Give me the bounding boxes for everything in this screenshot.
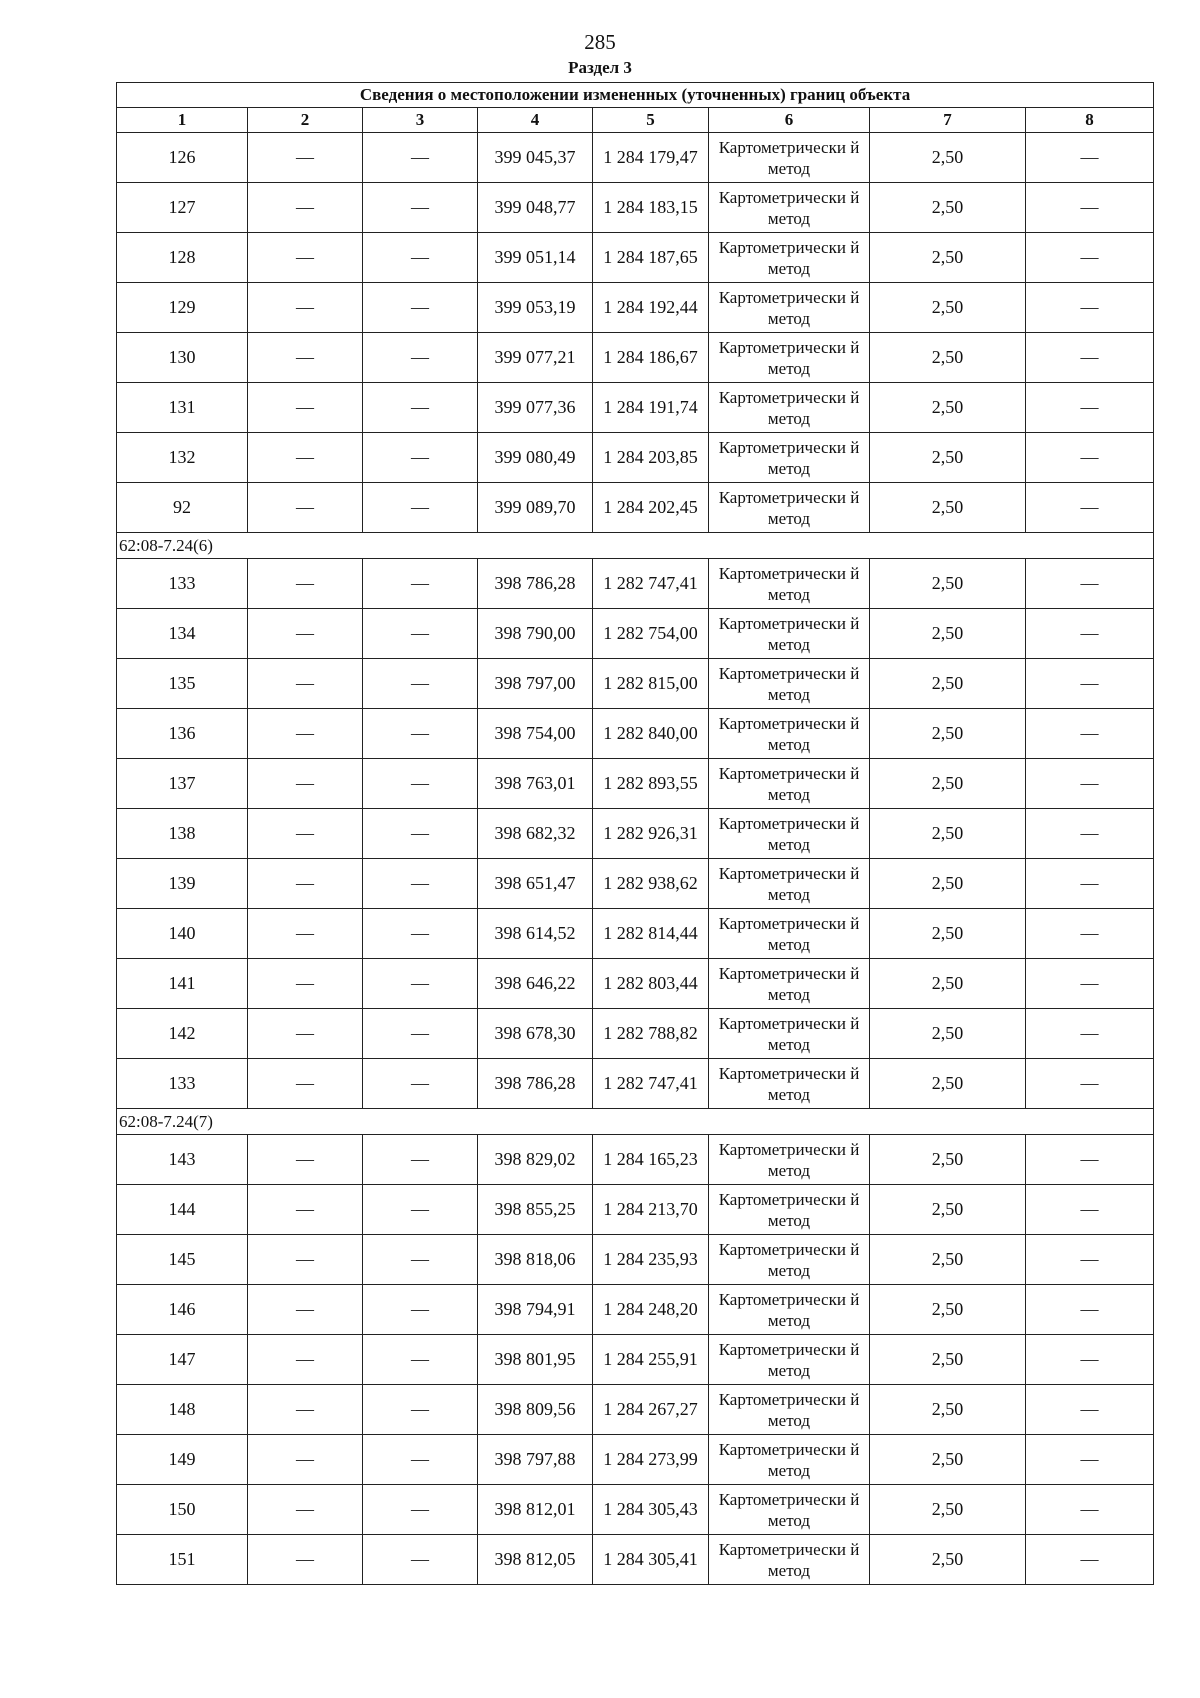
y-coordinate-cell: 1 282 926,31 [593,809,709,859]
accuracy-cell: 2,50 [870,433,1026,483]
column-3-cell: — [363,1435,478,1485]
column-header: 6 [709,108,870,133]
column-2-cell: — [248,433,363,483]
column-3-cell: — [363,1235,478,1285]
table-row [117,483,1154,533]
group-label: 62:08-7.24(6) [117,533,1154,559]
table-row [117,1235,1154,1285]
accuracy-cell: 2,50 [870,1059,1026,1109]
accuracy-cell: 2,50 [870,909,1026,959]
method-cell: Картометрически й метод [709,283,870,333]
method-cell: Картометрически й метод [709,759,870,809]
accuracy-cell: 2,50 [870,1435,1026,1485]
point-number-cell: 137 [117,759,248,809]
column-header: 5 [593,108,709,133]
column-3-cell: — [363,1485,478,1535]
column-header: 2 [248,108,363,133]
x-coordinate-cell: 398 678,30 [478,1009,593,1059]
column-8-cell: — [1026,1235,1154,1285]
column-2-cell: — [248,1435,363,1485]
column-2-cell: — [248,909,363,959]
section-title: Раздел 3 [568,58,632,77]
point-number-cell: 136 [117,709,248,759]
column-8-cell: — [1026,1059,1154,1109]
y-coordinate-cell: 1 282 747,41 [593,559,709,609]
column-2-cell: — [248,809,363,859]
x-coordinate-cell: 398 786,28 [478,1059,593,1109]
column-3-cell: — [363,709,478,759]
x-coordinate-cell: 398 682,32 [478,809,593,859]
table-row [117,559,1154,609]
y-coordinate-cell: 1 282 815,00 [593,659,709,709]
point-number-cell: 130 [117,333,248,383]
table-row [117,809,1154,859]
method-cell: Картометрически й метод [709,1335,870,1385]
x-coordinate-cell: 398 786,28 [478,559,593,609]
accuracy-cell: 2,50 [870,859,1026,909]
x-coordinate-cell: 398 855,25 [478,1185,593,1235]
column-3-cell: — [363,859,478,909]
column-2-cell: — [248,333,363,383]
accuracy-cell: 2,50 [870,959,1026,1009]
column-8-cell: — [1026,1135,1154,1185]
column-2-cell: — [248,1009,363,1059]
accuracy-cell: 2,50 [870,709,1026,759]
method-cell: Картометрически й метод [709,1435,870,1485]
column-8-cell: — [1026,1285,1154,1335]
column-3-cell: — [363,1385,478,1435]
x-coordinate-cell: 398 812,05 [478,1535,593,1585]
x-coordinate-cell: 398 651,47 [478,859,593,909]
accuracy-cell: 2,50 [870,133,1026,183]
method-cell: Картометрически й метод [709,559,870,609]
y-coordinate-cell: 1 284 165,23 [593,1135,709,1185]
accuracy-cell: 2,50 [870,1385,1026,1435]
point-number-cell: 141 [117,959,248,1009]
accuracy-cell: 2,50 [870,1535,1026,1585]
accuracy-cell: 2,50 [870,283,1026,333]
column-3-cell: — [363,1185,478,1235]
table-row [117,759,1154,809]
column-2-cell: — [248,959,363,1009]
column-3-cell: — [363,1009,478,1059]
column-3-cell: — [363,283,478,333]
boundary-coordinates-table [116,82,1154,1585]
method-cell: Картометрически й метод [709,809,870,859]
y-coordinate-cell: 1 284 305,41 [593,1535,709,1585]
table-row [117,709,1154,759]
column-2-cell: — [248,283,363,333]
x-coordinate-cell: 398 809,56 [478,1385,593,1435]
method-cell: Картометрически й метод [709,383,870,433]
y-coordinate-cell: 1 284 213,70 [593,1185,709,1235]
column-8-cell: — [1026,809,1154,859]
column-2-cell: — [248,233,363,283]
column-3-cell: — [363,559,478,609]
method-cell: Картометрически й метод [709,333,870,383]
point-number-cell: 142 [117,1009,248,1059]
x-coordinate-cell: 399 089,70 [478,483,593,533]
method-cell: Картометрически й метод [709,133,870,183]
accuracy-cell: 2,50 [870,809,1026,859]
column-8-cell: — [1026,1009,1154,1059]
column-8-cell: — [1026,1185,1154,1235]
x-coordinate-cell: 398 797,88 [478,1435,593,1485]
y-coordinate-cell: 1 282 814,44 [593,909,709,959]
column-2-cell: — [248,1135,363,1185]
method-cell: Картометрически й метод [709,1235,870,1285]
table-row [117,1535,1154,1585]
y-coordinate-cell: 1 284 203,85 [593,433,709,483]
table-body [117,83,1154,1585]
x-coordinate-cell: 398 801,95 [478,1335,593,1385]
table-row [117,133,1154,183]
y-coordinate-cell: 1 282 747,41 [593,1059,709,1109]
column-2-cell: — [248,1285,363,1335]
y-coordinate-cell: 1 284 255,91 [593,1335,709,1385]
y-coordinate-cell: 1 284 305,43 [593,1485,709,1535]
column-2-cell: — [248,1335,363,1385]
column-header: 7 [870,108,1026,133]
column-3-cell: — [363,333,478,383]
point-number-cell: 92 [117,483,248,533]
column-2-cell: — [248,759,363,809]
table-row [117,233,1154,283]
point-number-cell: 151 [117,1535,248,1585]
column-3-cell: — [363,959,478,1009]
point-number-cell: 126 [117,133,248,183]
table-row [117,183,1154,233]
column-3-cell: — [363,609,478,659]
point-number-cell: 140 [117,909,248,959]
column-3-cell: — [363,759,478,809]
method-cell: Картометрически й метод [709,1535,870,1585]
x-coordinate-cell: 399 051,14 [478,233,593,283]
column-8-cell: — [1026,759,1154,809]
point-number-cell: 135 [117,659,248,709]
x-coordinate-cell: 398 614,52 [478,909,593,959]
point-number-cell: 149 [117,1435,248,1485]
method-cell: Картометрически й метод [709,909,870,959]
column-8-cell: — [1026,233,1154,283]
table-row [117,959,1154,1009]
column-8-cell: — [1026,859,1154,909]
column-2-cell: — [248,1535,363,1585]
column-8-cell: — [1026,709,1154,759]
column-8-cell: — [1026,133,1154,183]
y-coordinate-cell: 1 284 267,27 [593,1385,709,1435]
page-number: 285 [584,30,616,54]
y-coordinate-cell: 1 284 273,99 [593,1435,709,1485]
table-row [117,1435,1154,1485]
point-number-cell: 133 [117,1059,248,1109]
x-coordinate-cell: 398 646,22 [478,959,593,1009]
table-row [117,909,1154,959]
table-row [117,1335,1154,1385]
column-8-cell: — [1026,559,1154,609]
method-cell: Картометрически й метод [709,433,870,483]
column-3-cell: — [363,1535,478,1585]
method-cell: Картометрически й метод [709,709,870,759]
point-number-cell: 127 [117,183,248,233]
table-row [117,609,1154,659]
group-header-row [117,533,1154,559]
method-cell: Картометрически й метод [709,233,870,283]
table-row [117,1185,1154,1235]
point-number-cell: 148 [117,1385,248,1435]
point-number-cell: 145 [117,1235,248,1285]
point-number-cell: 138 [117,809,248,859]
column-3-cell: — [363,183,478,233]
column-3-cell: — [363,809,478,859]
x-coordinate-cell: 399 053,19 [478,283,593,333]
accuracy-cell: 2,50 [870,1235,1026,1285]
table-row [117,283,1154,333]
method-cell: Картометрически й метод [709,659,870,709]
column-8-cell: — [1026,609,1154,659]
column-3-cell: — [363,1335,478,1385]
column-2-cell: — [248,483,363,533]
accuracy-cell: 2,50 [870,333,1026,383]
column-3-cell: — [363,1285,478,1335]
x-coordinate-cell: 399 045,37 [478,133,593,183]
x-coordinate-cell: 398 794,91 [478,1285,593,1335]
point-number-cell: 144 [117,1185,248,1235]
method-cell: Картометрически й метод [709,1285,870,1335]
accuracy-cell: 2,50 [870,183,1026,233]
accuracy-cell: 2,50 [870,483,1026,533]
accuracy-cell: 2,50 [870,1485,1026,1535]
accuracy-cell: 2,50 [870,383,1026,433]
column-8-cell: — [1026,1385,1154,1435]
column-8-cell: — [1026,433,1154,483]
point-number-cell: 150 [117,1485,248,1535]
y-coordinate-cell: 1 284 202,45 [593,483,709,533]
accuracy-cell: 2,50 [870,1285,1026,1335]
x-coordinate-cell: 398 797,00 [478,659,593,709]
column-2-cell: — [248,133,363,183]
accuracy-cell: 2,50 [870,233,1026,283]
column-header: 3 [363,108,478,133]
column-8-cell: — [1026,1335,1154,1385]
column-3-cell: — [363,433,478,483]
column-header: 4 [478,108,593,133]
table-row [117,1385,1154,1435]
y-coordinate-cell: 1 284 191,74 [593,383,709,433]
column-3-cell: — [363,1059,478,1109]
point-number-cell: 146 [117,1285,248,1335]
column-2-cell: — [248,1059,363,1109]
x-coordinate-cell: 399 077,36 [478,383,593,433]
table-row [117,383,1154,433]
column-2-cell: — [248,183,363,233]
column-2-cell: — [248,1235,363,1285]
accuracy-cell: 2,50 [870,1009,1026,1059]
column-3-cell: — [363,383,478,433]
column-2-cell: — [248,1385,363,1435]
y-coordinate-cell: 1 284 248,20 [593,1285,709,1335]
method-cell: Картометрически й метод [709,183,870,233]
column-2-cell: — [248,709,363,759]
column-8-cell: — [1026,659,1154,709]
y-coordinate-cell: 1 282 788,82 [593,1009,709,1059]
column-header-row [117,108,1154,133]
column-8-cell: — [1026,483,1154,533]
table-row [117,659,1154,709]
accuracy-cell: 2,50 [870,759,1026,809]
column-3-cell: — [363,133,478,183]
accuracy-cell: 2,50 [870,1335,1026,1385]
x-coordinate-cell: 398 818,06 [478,1235,593,1285]
column-2-cell: — [248,659,363,709]
table-row [117,1135,1154,1185]
column-2-cell: — [248,383,363,433]
column-8-cell: — [1026,383,1154,433]
y-coordinate-cell: 1 284 183,15 [593,183,709,233]
column-2-cell: — [248,859,363,909]
column-8-cell: — [1026,1435,1154,1485]
y-coordinate-cell: 1 282 893,55 [593,759,709,809]
y-coordinate-cell: 1 284 187,65 [593,233,709,283]
point-number-cell: 139 [117,859,248,909]
x-coordinate-cell: 398 763,01 [478,759,593,809]
point-number-cell: 131 [117,383,248,433]
method-cell: Картометрически й метод [709,859,870,909]
column-2-cell: — [248,559,363,609]
point-number-cell: 134 [117,609,248,659]
column-header: 1 [117,108,248,133]
x-coordinate-cell: 399 080,49 [478,433,593,483]
point-number-cell: 147 [117,1335,248,1385]
accuracy-cell: 2,50 [870,609,1026,659]
table-caption-row [117,83,1154,108]
table-caption: Сведения о местоположении измененных (уточненных) границ объекта [117,83,1154,108]
y-coordinate-cell: 1 282 754,00 [593,609,709,659]
point-number-cell: 129 [117,283,248,333]
point-number-cell: 143 [117,1135,248,1185]
column-header: 8 [1026,108,1154,133]
y-coordinate-cell: 1 282 938,62 [593,859,709,909]
method-cell: Картометрически й метод [709,1059,870,1109]
x-coordinate-cell: 398 754,00 [478,709,593,759]
table-row [117,1485,1154,1535]
column-3-cell: — [363,659,478,709]
group-header-row [117,1109,1154,1135]
table-row [117,859,1154,909]
y-coordinate-cell: 1 284 235,93 [593,1235,709,1285]
x-coordinate-cell: 399 048,77 [478,183,593,233]
method-cell: Картометрически й метод [709,1009,870,1059]
y-coordinate-cell: 1 284 192,44 [593,283,709,333]
point-number-cell: 128 [117,233,248,283]
table-row [117,333,1154,383]
table-row [117,433,1154,483]
column-8-cell: — [1026,959,1154,1009]
x-coordinate-cell: 399 077,21 [478,333,593,383]
column-8-cell: — [1026,1485,1154,1535]
column-8-cell: — [1026,283,1154,333]
accuracy-cell: 2,50 [870,659,1026,709]
x-coordinate-cell: 398 790,00 [478,609,593,659]
method-cell: Картометрически й метод [709,483,870,533]
point-number-cell: 132 [117,433,248,483]
point-number-cell: 133 [117,559,248,609]
column-8-cell: — [1026,1535,1154,1585]
table-row [117,1059,1154,1109]
column-3-cell: — [363,233,478,283]
method-cell: Картометрически й метод [709,1185,870,1235]
method-cell: Картометрически й метод [709,1385,870,1435]
method-cell: Картометрически й метод [709,609,870,659]
method-cell: Картометрически й метод [709,959,870,1009]
y-coordinate-cell: 1 282 840,00 [593,709,709,759]
column-2-cell: — [248,1185,363,1235]
table-row [117,1009,1154,1059]
column-3-cell: — [363,483,478,533]
accuracy-cell: 2,50 [870,1185,1026,1235]
x-coordinate-cell: 398 829,02 [478,1135,593,1185]
column-3-cell: — [363,1135,478,1185]
column-8-cell: — [1026,183,1154,233]
column-8-cell: — [1026,909,1154,959]
accuracy-cell: 2,50 [870,1135,1026,1185]
column-8-cell: — [1026,333,1154,383]
group-label: 62:08-7.24(7) [117,1109,1154,1135]
column-2-cell: — [248,609,363,659]
y-coordinate-cell: 1 282 803,44 [593,959,709,1009]
column-2-cell: — [248,1485,363,1535]
column-3-cell: — [363,909,478,959]
y-coordinate-cell: 1 284 186,67 [593,333,709,383]
method-cell: Картометрически й метод [709,1135,870,1185]
table-row [117,1285,1154,1335]
accuracy-cell: 2,50 [870,559,1026,609]
y-coordinate-cell: 1 284 179,47 [593,133,709,183]
x-coordinate-cell: 398 812,01 [478,1485,593,1535]
method-cell: Картометрически й метод [709,1485,870,1535]
